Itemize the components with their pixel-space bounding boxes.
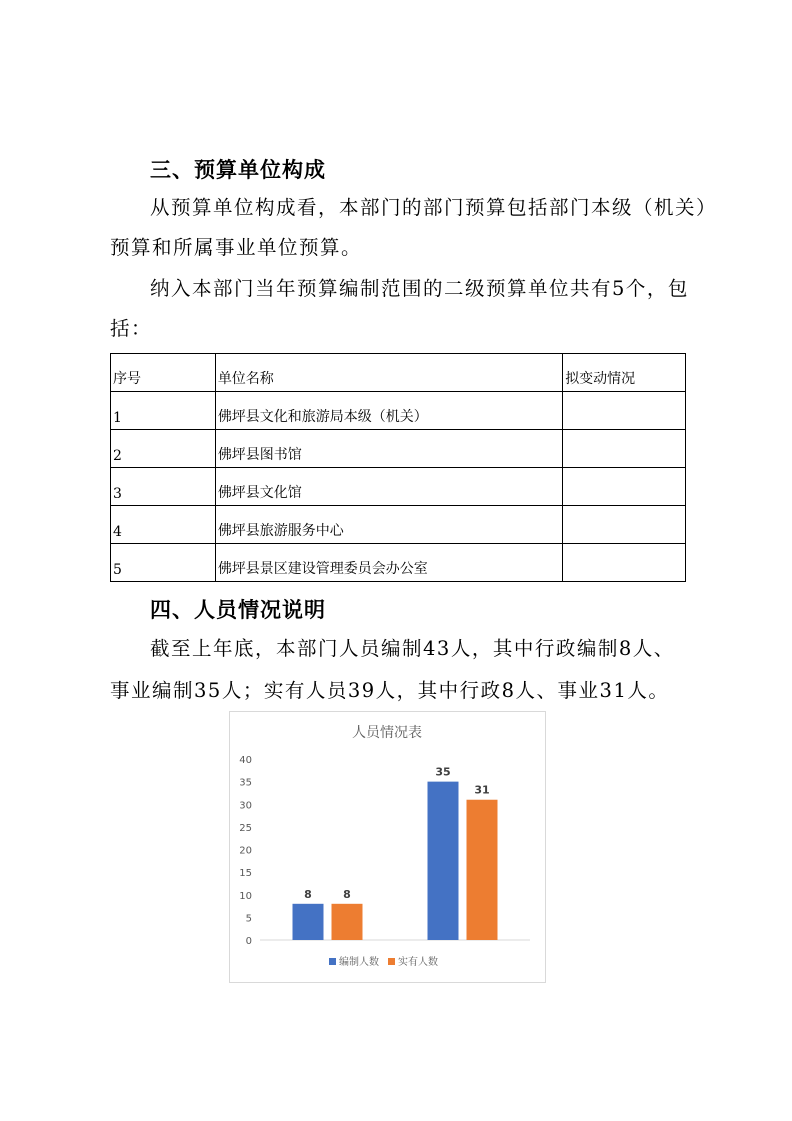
section-3-paragraph-2-cont: 括： — [110, 317, 153, 340]
bar-实有人数 — [467, 800, 498, 940]
bar-编制人数 — [428, 782, 459, 940]
row-unit-name: 佛坪县文化和旅游局本级（机关） — [217, 409, 428, 425]
row-unit-name: 佛坪县景区建设管理委员会办公室 — [217, 561, 428, 577]
bar-实有人数 — [332, 904, 363, 940]
staff-chart — [229, 711, 546, 983]
header-unit-name: 单位名称 — [217, 371, 274, 387]
table-header-row — [111, 354, 686, 392]
y-tick-label: 25 — [239, 822, 252, 834]
chart-canvas — [230, 712, 545, 982]
legend-label: 实有人数 — [398, 957, 438, 968]
header-change: 拟变动情况 — [565, 371, 636, 387]
row-index: 2 — [113, 448, 122, 464]
data-label: 31 — [474, 783, 490, 797]
section-4-paragraph: 截至上年底，本部门人员编制43人，其中行政编制8人、 — [150, 637, 675, 660]
row-index: 3 — [113, 486, 122, 502]
table-row — [111, 506, 686, 544]
table-row — [111, 430, 686, 468]
section-3-heading: 三、预算单位构成 — [150, 158, 326, 182]
section-4-paragraph-cont: 事业编制35人；实有人员39人，其中行政8人、事业31人。 — [110, 679, 670, 702]
row-index: 5 — [113, 562, 122, 578]
row-unit-name: 佛坪县文化馆 — [217, 485, 302, 501]
y-tick-label: 0 — [245, 936, 252, 947]
section-3-paragraph-1: 从预算单位构成看，本部门的部门预算包括部门本级（机关） — [150, 196, 718, 219]
table-row — [111, 544, 686, 582]
y-tick-label: 30 — [239, 800, 252, 812]
y-tick-label: 15 — [239, 868, 252, 880]
y-tick-label: 20 — [239, 845, 252, 857]
section-3-paragraph-1-cont: 预算和所属事业单位预算。 — [110, 236, 363, 259]
header-index: 序号 — [113, 371, 141, 387]
data-label: 35 — [435, 765, 451, 779]
unit-table — [110, 353, 686, 582]
section-4-heading: 四、人员情况说明 — [150, 598, 326, 622]
row-index: 4 — [113, 524, 122, 540]
y-tick-label: 35 — [239, 777, 252, 789]
chart-title: 人员情况表 — [352, 725, 422, 741]
section-3-paragraph-2: 纳入本部门当年预算编制范围的二级预算单位共有5个，包 — [150, 277, 689, 300]
bar-编制人数 — [293, 904, 324, 940]
row-unit-name: 佛坪县图书馆 — [217, 447, 302, 463]
y-tick-label: 40 — [239, 755, 252, 766]
row-index: 1 — [113, 410, 122, 426]
table-row — [111, 392, 686, 430]
table-row — [111, 468, 686, 506]
legend-label: 编制人数 — [339, 957, 379, 968]
legend-swatch — [388, 958, 395, 965]
legend-swatch — [329, 958, 336, 965]
y-tick-label: 5 — [245, 913, 252, 925]
data-label: 8 — [304, 887, 312, 901]
row-unit-name: 佛坪县旅游服务中心 — [217, 523, 344, 539]
row-change — [563, 578, 685, 581]
y-tick-label: 10 — [239, 890, 252, 902]
data-label: 8 — [343, 887, 351, 901]
